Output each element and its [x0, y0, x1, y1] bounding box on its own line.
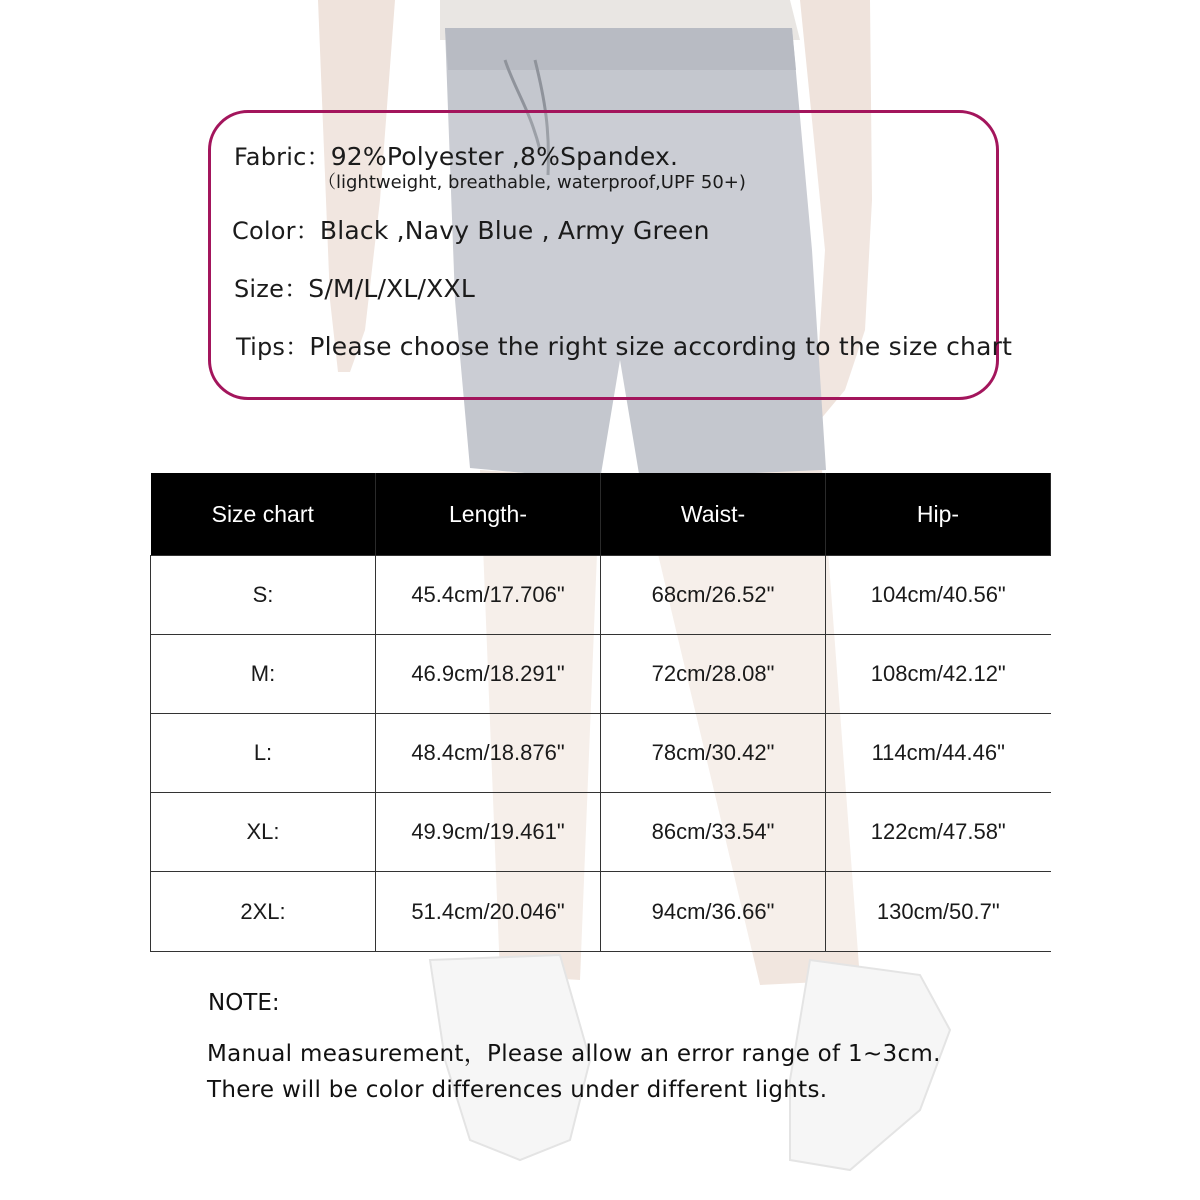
header-hip: Hip-	[826, 473, 1051, 556]
header-waist: Waist-	[601, 473, 826, 556]
fabric-line	[234, 137, 678, 172]
waist-cell: 72cm/28.08"	[601, 635, 826, 714]
fabric-value: 92%Polyester ,8%Spandex.	[330, 142, 679, 171]
size-label: Size：	[234, 275, 309, 303]
tips-value: Please choose the right size according to the size chart	[309, 332, 1013, 361]
hip-cell: 130cm/50.7"	[826, 872, 1051, 952]
fabric-label: Fabric：	[234, 143, 331, 171]
tips-label: Tips：	[236, 333, 310, 361]
fabric-detail: （lightweight, breathable, waterproof,UPF 50+)	[318, 172, 746, 193]
waist-cell: 78cm/30.42"	[601, 714, 826, 793]
note-measurement: Manual measurement，Please allow an error range of 1~3cm.	[207, 1041, 941, 1067]
hip-cell: 122cm/47.58"	[826, 793, 1051, 872]
note-color-difference: There will be color differences under different lights.	[207, 1077, 828, 1103]
waist-cell: 94cm/36.66"	[601, 872, 826, 952]
size-line	[234, 269, 475, 304]
header-size-chart: Size chart	[151, 473, 376, 556]
length-cell: 51.4cm/20.046"	[376, 872, 601, 952]
length-cell: 46.9cm/18.291"	[376, 635, 601, 714]
color-value: Black ,Navy Blue , Army Green	[319, 216, 710, 245]
size-cell: 2XL:	[151, 872, 376, 952]
header-length: Length-	[376, 473, 601, 556]
waist-cell: 86cm/33.54"	[601, 793, 826, 872]
size-cell: M:	[151, 635, 376, 714]
note-title: NOTE:	[208, 990, 280, 1016]
hip-cell: 114cm/44.46"	[826, 714, 1051, 793]
size-cell: S:	[151, 556, 376, 635]
hip-cell: 104cm/40.56"	[826, 556, 1051, 635]
color-line	[232, 211, 710, 246]
waistband-shape	[445, 28, 796, 70]
color-label: Color：	[232, 217, 320, 245]
waist-cell: 68cm/26.52"	[601, 556, 826, 635]
length-cell: 48.4cm/18.876"	[376, 714, 601, 793]
length-cell: 45.4cm/17.706"	[376, 556, 601, 635]
length-cell: 49.9cm/19.461"	[376, 793, 601, 872]
table-row	[151, 556, 1051, 635]
size-chart-table	[150, 473, 1051, 952]
size-chart-header-row	[151, 473, 1051, 556]
table-row	[151, 714, 1051, 793]
tips-line	[236, 327, 1012, 362]
hip-cell: 108cm/42.12"	[826, 635, 1051, 714]
size-cell: XL:	[151, 793, 376, 872]
table-row	[151, 635, 1051, 714]
size-value: S/M/L/XL/XXL	[308, 274, 475, 303]
size-cell: L:	[151, 714, 376, 793]
table-row	[151, 872, 1051, 952]
table-row	[151, 793, 1051, 872]
